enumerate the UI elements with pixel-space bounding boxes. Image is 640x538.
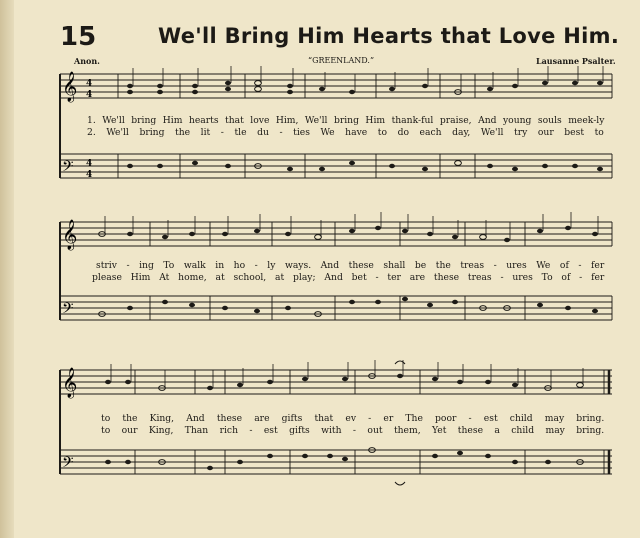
svg-text:𝄢: 𝄢 — [62, 158, 74, 179]
svg-text:4: 4 — [86, 170, 93, 180]
source-credit: Lausanne Psalter. — [536, 56, 616, 66]
system-3-verse-1: to the King, And these are gifts that ev - er The poor - est child may bring. — [101, 413, 605, 424]
svg-text:𝄞: 𝄞 — [62, 368, 78, 398]
system-1-verse-2: 2. We'll bring the lit - tle du - ties We have to do each day, We'll try our best to — [87, 127, 604, 138]
svg-text:𝄢: 𝄢 — [62, 300, 74, 321]
system-1-verse-1: 1. We'll bring Him hearts that love Him, We'll bring Him thank-ful praise, And young souls meek-ly — [87, 115, 605, 126]
hymn-number: 15 — [60, 22, 97, 52]
svg-text:4: 4 — [86, 90, 93, 100]
system-2-verse-1: striv - ing To walk in ho - ly ways. And these shall be the treas - ures We of - fer — [96, 260, 605, 271]
svg-text:𝄢: 𝄢 — [62, 454, 74, 475]
system-3-verse-2: to our King, Than rich - est gifts with - out them, Yet these a child may bring. — [101, 425, 605, 436]
author-credit: Anon. — [74, 56, 100, 66]
svg-text:𝄞: 𝄞 — [62, 72, 78, 102]
svg-text:𝄞: 𝄞 — [62, 220, 78, 250]
system-2-verse-2: please Him At home, at school, at play; And bet - ter are these treas - ures To of - fer — [92, 272, 605, 283]
svg-text:4: 4 — [86, 79, 93, 89]
tune-name: “GREENLAND.” — [308, 56, 375, 65]
svg-text:4: 4 — [86, 159, 93, 169]
hymn-title: We'll Bring Him Hearts that Love Him. — [158, 24, 620, 48]
